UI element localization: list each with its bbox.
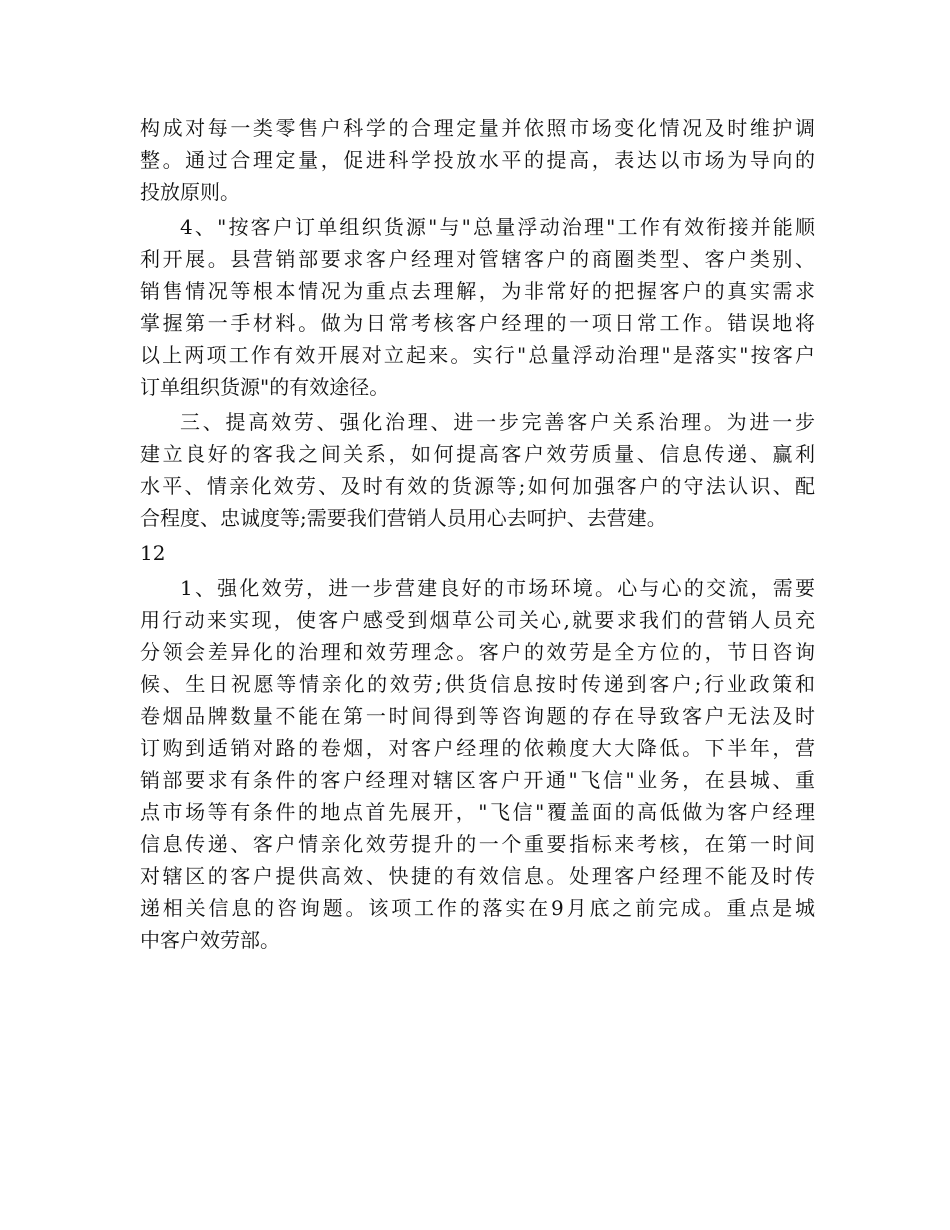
text-line: 三、提高效劳、强化治理、进一步完善客户关系治理。为进一步 xyxy=(180,410,815,434)
paragraph-3 xyxy=(140,406,815,534)
text-line: 整。通过合理定量，促进科学投放水平的提高，表达以市场为导向的 xyxy=(140,148,815,172)
document-page xyxy=(140,112,815,956)
text-line: 销部要求有条件的客户经理对辖区客户开通"飞信"业务，在县城、重 xyxy=(140,768,815,792)
text-line: 水平、情亲化效劳、及时有效的货源等;如何加强客户的守法认识、配 xyxy=(140,474,815,498)
paragraph-1 xyxy=(140,112,815,208)
text-line: 递相关信息的咨询题。该项工作的落实在9月底之前完成。重点是城 xyxy=(140,896,815,920)
text-line: 投放原则。 xyxy=(140,180,240,204)
text-line: 中客户效劳部。 xyxy=(140,928,280,952)
text-line: 分领会差异化的治理和效劳理念。客户的效劳是全方位的，节日咨询 xyxy=(140,640,815,664)
page-number xyxy=(140,537,815,569)
text-line: 卷烟品牌数量不能在第一时间得到等咨询题的存在导致客户无法及时 xyxy=(140,704,815,728)
text-line: 订单组织货源"的有效途径。 xyxy=(140,375,390,399)
page-number-text: 12 xyxy=(140,541,166,565)
text-line: 用行动来实现，使客户感受到烟草公司关心,就要求我们的营销人员充 xyxy=(140,608,815,632)
text-line: 4、"按客户订单组织货源"与"总量浮动治理"工作有效衔接并能顺 xyxy=(180,215,815,239)
text-line: 掌握第一手材料。做为日常考核客户经理的一项日常工作。错误地将 xyxy=(140,311,815,335)
text-line: 销售情况等根本情况为重点去理解，为非常好的把握客户的真实需求 xyxy=(140,279,815,303)
paragraph-4 xyxy=(140,572,815,956)
text-line: 对辖区的客户提供高效、快捷的有效信息。处理客户经理不能及时传 xyxy=(140,864,815,888)
text-line: 1、强化效劳，进一步营建良好的市场环境。心与心的交流，需要 xyxy=(180,576,815,600)
paragraph-2 xyxy=(140,211,815,403)
text-line: 构成对每一类零售户科学的合理定量并依照市场变化情况及时维护调 xyxy=(140,116,815,140)
text-line: 信息传递、客户情亲化效劳提升的一个重要指标来考核，在第一时间 xyxy=(140,832,815,856)
text-line: 候、生日祝愿等情亲化的效劳;供货信息按时传递到客户;行业政策和 xyxy=(140,672,815,696)
text-line: 利开展。县营销部要求客户经理对管辖客户的商圈类型、客户类别、 xyxy=(140,247,815,271)
text-line: 建立良好的客我之间关系，如何提高客户效劳质量、信息传递、赢利 xyxy=(140,442,815,466)
text-line: 点市场等有条件的地点首先展开，"飞信"覆盖面的高低做为客户经理 xyxy=(140,800,815,824)
text-line: 以上两项工作有效开展对立起来。实行"总量浮动治理"是落实"按客户 xyxy=(140,343,815,367)
text-line: 订购到适销对路的卷烟，对客户经理的依赖度大大降低。下半年，营 xyxy=(140,736,815,760)
text-line: 合程度、忠诚度等;需要我们营销人员用心去呵护、去营建。 xyxy=(140,506,667,530)
